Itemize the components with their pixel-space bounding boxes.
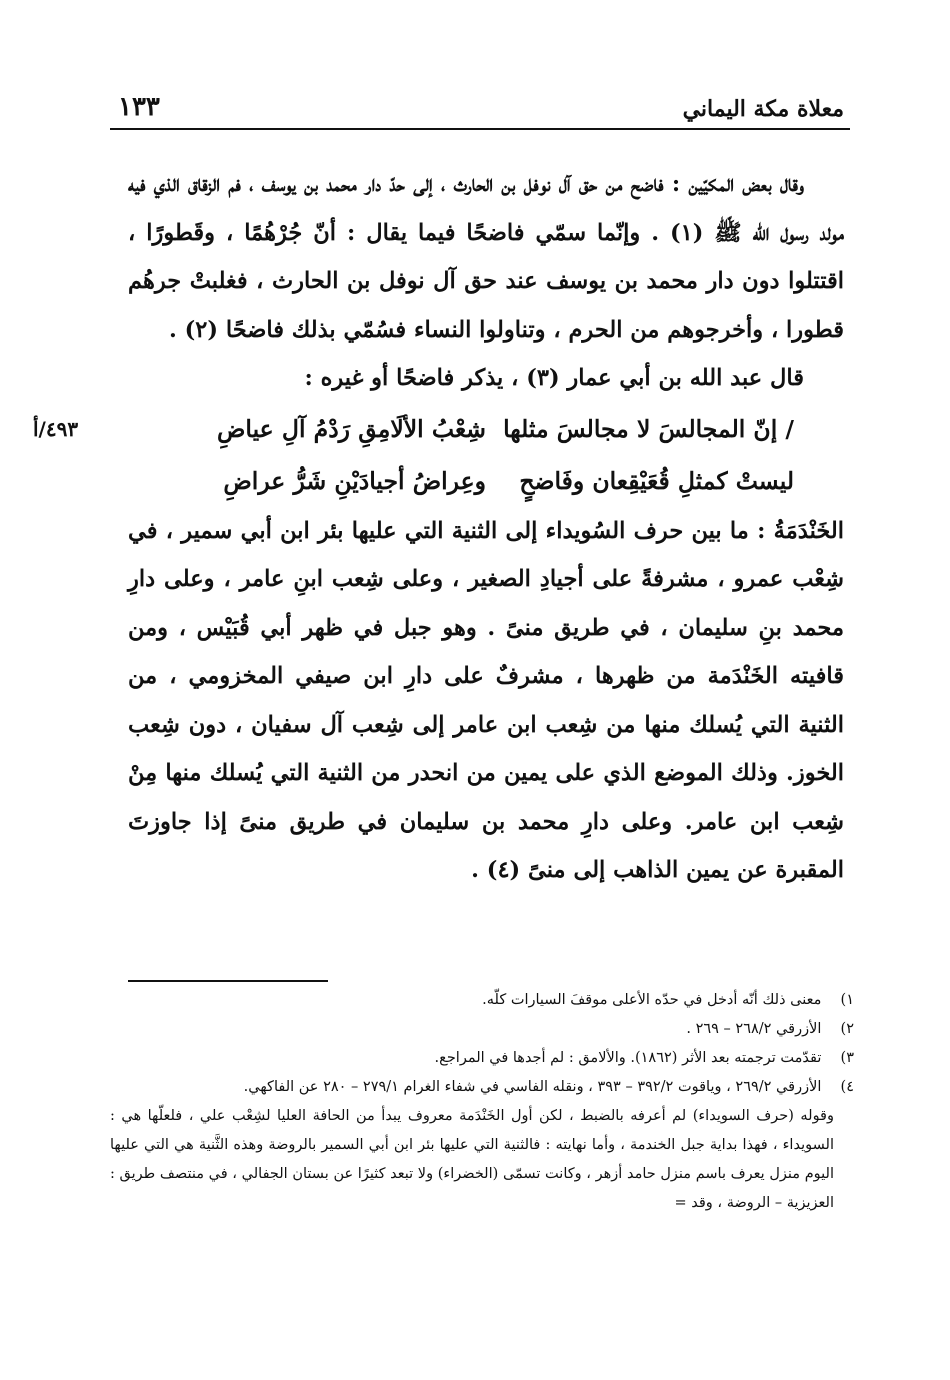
- footnote-continuation: وقوله (حرف السويداء) لم أعرفه بالضبط ، لكن أول الخَنْدَمة معروف يبدأ من الحافة العليا لشِعْب علي ، فلعلّها هي : السويداء ، فهذا بداية جبل الخندمة ، وأما نهايته : فالثنية التي عليها بئر ابن أبي السمير بالروضة وهذه الثَّنية هي التي عليها اليوم منزل يعرف باسم منزل حامد أزهر ، وكانت تسمّى (الخضراء) ولا تبعد كثيرًا عن بستان الجفالي ، في منتصف طريق : العزيزية – الروضة ، وقد =: [110, 1108, 834, 1211]
- footnote-separator: [128, 980, 328, 982]
- page-number: ١٣٣: [118, 92, 160, 122]
- verse-1-second-hemistich: شِعْبُ الألَامِقِ رَدْمُ آلِ عياضِ: [217, 414, 486, 443]
- footnote-text: تقدّمت ترجمته بعد الأثر (١٨٦٢). والألامق : لم أجدها في المراجع.: [434, 1050, 822, 1066]
- footnote: [110, 1015, 854, 1044]
- footnote: [110, 1044, 854, 1073]
- main-text: [33, 160, 844, 895]
- verse-2-first-hemistich: ليستْ كمثلِ قُعَيْقِعان وفَاضحٍ: [519, 466, 794, 495]
- verse-line-2: [128, 455, 844, 507]
- manuscript-folio-note: ٤٩٣/أ: [33, 416, 79, 441]
- header-rule: [110, 128, 850, 130]
- footnote: [110, 1073, 854, 1102]
- footnote-text: الأزرقي ٢٦٨/٢ – ٢٦٩ .: [686, 1021, 822, 1037]
- verse-2-second-hemistich: وعِراضُ أجيادَيْنِ شَرُّ عراضِ: [223, 466, 486, 495]
- paragraph-fadih: وقال بعض المكيّين : فاضح من حق آل نوفل بن الحارث ، إلى حدّ دار محمد بن يوسف ، فم الزقاق الذي فيه مولد رسول الله ﷺ (١) . وإنّما سمّي فاضحًا فيما يقال : أنّ جُرْهُمًا ، وقَطورًا ، اقتتلوا دون دار محمد بن يوسف عند حق آل نوفل بن الحارث ، فغلبتْ جرهُم قطورا ، وأخرجوهم من الحرم ، وتناولوا النساء فسُمّي بذلك فاضحًا (٢) .: [128, 171, 844, 343]
- paragraph-khandama: الخَنْدَمَةُ : ما بين حرف السُويداء إلى الثنية التي عليها بئر ابن أبي سمير ، في شِعْب عمرو ، مشرفةً على أجيادِ الصغير ، وعلى شِعب ابنِ عامر ، وعلى دارِ محمد بنِ سليمان ، في طريق منىً . وهو جبل في ظهر أبي قُبَيْس ، ومن قافيته الخَنْدَمة من ظهرها ، مشرفٌ على دارِ ابن صيفي المخزومي ، من الثنية التي يُسلك منها من شِعب ابن عامر إلى شِعب آل سفيان ، دون شِعب الخوز. وذلك الموضع الذي على يمين من انحدر من الثنية التي يُسلك منها مِنْ شِعب ابن عامر. وعلى دارِ محمد بن سليمان في طريق منىً إذا جاوزتَ المقبرة عن يمين الذاهب إلى منىً (٤) .: [128, 517, 844, 883]
- footnote: [110, 986, 854, 1015]
- footnote-text: معنى ذلك أنّه أدخل في حدّه الأعلى موقفَ السيارات كلّه.: [482, 992, 822, 1008]
- footnote-number: ١): [840, 992, 854, 1008]
- verse-line-1: [33, 403, 844, 455]
- running-title: معلاة مكة اليماني: [682, 96, 844, 122]
- footnote-number: ٢): [840, 1021, 854, 1037]
- paragraph-verse-intro: قال عبد الله بن أبي عمار (٣) ، يذكر فاضحًا أو غيره :: [304, 365, 804, 391]
- footnotes: [110, 986, 854, 1218]
- footnote-text: الأزرقي ٢٦٩/٢ ، وياقوت ٣٩٢/٢ – ٣٩٣ ، ونقله الفاسي في شفاء الغرام ٢٧٩/١ – ٢٨٠ عن الفاكهي.: [243, 1079, 822, 1095]
- footnote-number: ٣): [840, 1050, 854, 1066]
- page-header: [118, 82, 844, 122]
- verse-1-first-hemistich: / إنّ المجالسَ لا مجالسَ مثلها: [503, 414, 794, 443]
- footnote-number: ٤): [840, 1079, 854, 1095]
